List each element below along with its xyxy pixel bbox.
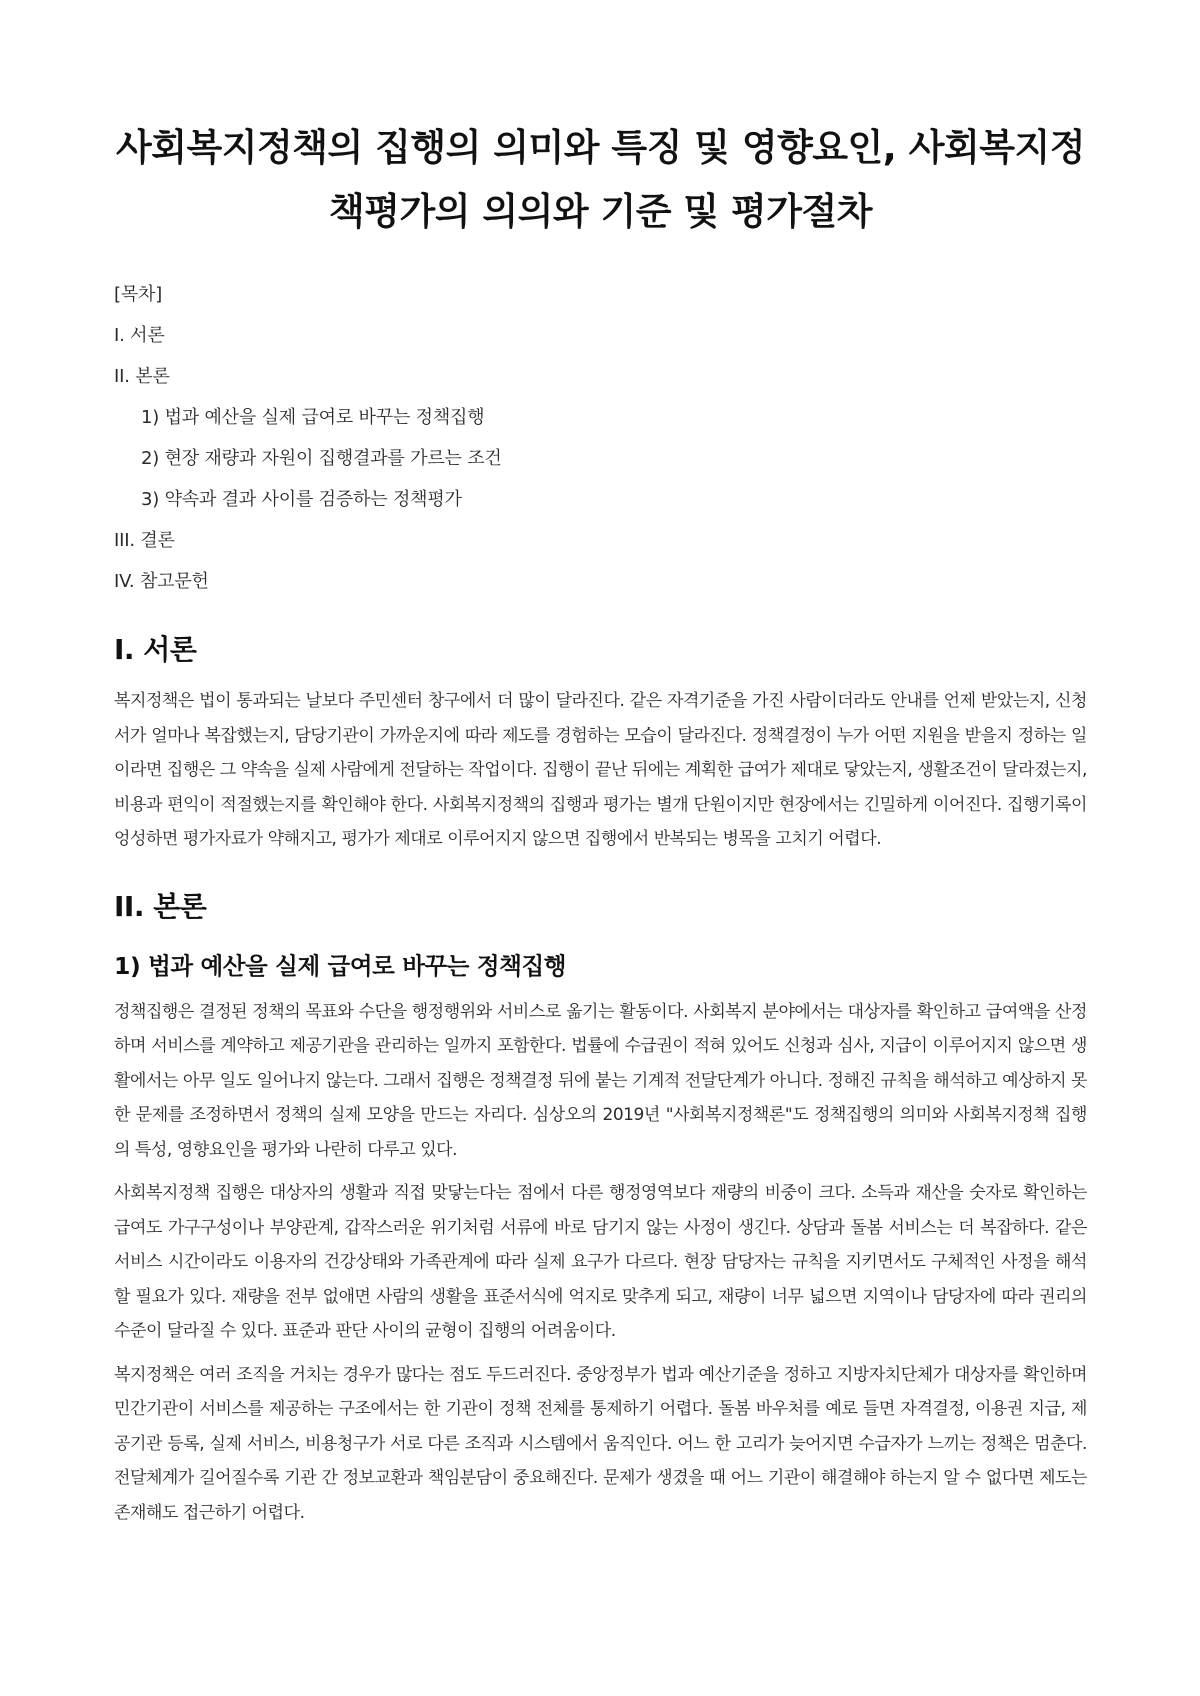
- toc-item-body-3: 3) 약속과 결과 사이를 검증하는 정책평가: [141, 489, 462, 510]
- section-heading-body: II. 본론: [114, 889, 207, 923]
- toc-item-body-2: 2) 현장 재량과 자원이 집행결과를 가르는 조건: [141, 448, 502, 469]
- paragraph: 복지정책은 법이 통과되는 날보다 주민센터 창구에서 더 많이 달라진다. 같은 자격기준을 가진 사람이더라도 안내를 언제 받았는지, 신청서가 얼마나 복잡했는지, 담당기관이 가까운지에 따라 제도를 경험하는 모습이 달라진다. 정책결정이 누가 어떤 지원을 받을지 정하는 일이라면 집행은 그 약속을 실제 사람에게 전달하는 작업이다. 집행이 끝난 뒤에는 계획한 급여가 제대로 닿았는지, 생활조건이 달라졌는지, 비용과 편익이 적절했는지를 확인해야 한다. 사회복지정책의 집행과 평가는 별개 단원이지만 현장에서는 긴밀하게 이어진다. 집행기록이 엉성하면 평가자료가 약해지고, 평가가 제대로 이루어지지 않으면 집행에서 반복되는 병목을 고치기 어렵다.: [114, 691, 1087, 849]
- toc-item-body: II. 본론: [114, 366, 170, 387]
- toc-item-conclusion: III. 결론: [114, 530, 175, 551]
- section-intro: [114, 630, 1087, 857]
- document-title: 사회복지정책의 집행의 의미와 특징 및 영향요인, 사회복지정책평가의 의의와 기준 및 평가절차: [116, 126, 1085, 233]
- toc-heading: [목차]: [114, 284, 163, 305]
- toc-item-intro: I. 서론: [114, 325, 165, 346]
- toc-item-body-1: 1) 법과 예산을 실제 급여로 바꾸는 정책집행: [141, 407, 485, 428]
- table-of-contents: [114, 274, 1087, 602]
- paragraph: 사회복지정책 집행은 대상자의 생활과 직접 맞닿는다는 점에서 다른 행정영역보다 재량의 비중이 크다. 소득과 재산을 숫자로 확인하는 급여도 가구구성이나 부양관계, 갑작스러운 위기처럼 서류에 바로 담기지 않는 사정이 생긴다. 상담과 돌봄 서비스는 더 복잡하다. 같은 서비스 시간이라도 이용자의 건강상태와 가족관계에 따라 실제 요구가 다르다. 현장 담당자는 규칙을 지키면서도 구체적인 사정을 해석할 필요가 있다. 재량을 전부 없애면 사람의 생활을 표준서식에 억지로 맞추게 되고, 재량이 너무 넓으면 지역이나 담당자에 따라 권리의 수준이 달라질 수 있다. 표준과 판단 사이의 균형이 집행의 어려움이다.: [114, 1183, 1088, 1341]
- toc-item-references: IV. 참고문헌: [114, 571, 209, 592]
- section-heading-intro: I. 서론: [114, 633, 197, 666]
- section-body: [114, 887, 1087, 1531]
- paragraph: 정책집행은 결정된 정책의 목표와 수단을 행정행위와 서비스로 옮기는 활동이다. 사회복지 분야에서는 대상자를 확인하고 급여액을 산정하며 서비스를 계약하고 제공기관을 관리하는 일까지 포함한다. 법률에 수급권이 적혀 있어도 신청과 심사, 지급이 이루어지지 않으면 생활에서는 아무 일도 일어나지 않는다. 그래서 집행은 정책결정 뒤에 붙는 기계적 전달단계가 아니다. 정해진 규칙을 해석하고 예상하지 못한 문제를 조정하면서 정책의 실제 모양을 만드는 자리다. 심상오의 2019년 "사회복지정책론"도 정책집행의 의미와 사회복지정책 집행의 특성, 영향요인을 평가와 나란히 다루고 있다.: [114, 1001, 1087, 1160]
- subsection-heading-1: 1) 법과 예산을 실제 급여로 바꾸는 정책집행: [114, 951, 567, 980]
- paragraph: 복지정책은 여러 조직을 거치는 경우가 많다는 점도 두드러진다. 중앙정부가 법과 예산기준을 정하고 지방자치단체가 대상자를 확인하며 민간기관이 서비스를 제공하는 구조에서는 한 기관이 정책 전체를 통제하기 어렵다. 돌봄 바우처를 예로 들면 자격결정, 이용권 지급, 제공기관 등록, 실제 서비스, 비용청구가 서로 다른 조직과 시스템에서 움직인다. 어느 한 고리가 늦어지면 수급자가 느끼는 정책은 멈춘다. 전달체계가 길어질수록 기관 간 정보교환과 책임분담이 중요해진다. 문제가 생겼을 때 어느 기관이 해결해야 하는지 알 수 없다면 제도는 존재해도 접근하기 어렵다.: [114, 1364, 1087, 1523]
